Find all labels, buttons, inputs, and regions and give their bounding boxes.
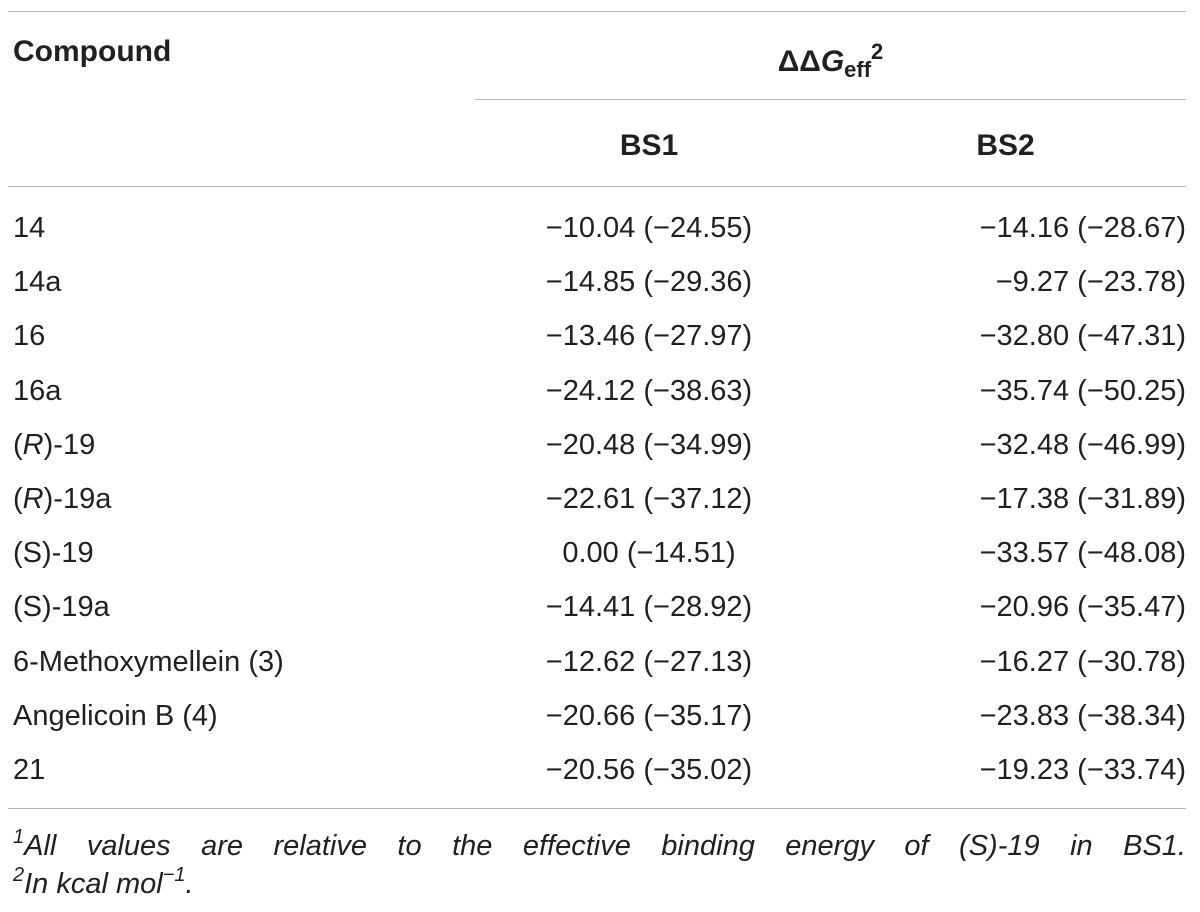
footnote-2 [13, 866, 1186, 902]
bs2-value: −16.27 (−30.78) [979, 645, 1186, 678]
compound-name: 21 [13, 753, 46, 786]
header-ddg-subscript: eff [844, 57, 872, 82]
table-row [0, 201, 1200, 255]
compound-name: 16 [13, 320, 46, 353]
bs1-value: −14.85 (−29.36) [545, 266, 753, 299]
bs1-value: −20.56 (−35.02) [545, 753, 753, 786]
bs2-value: −20.96 (−35.47) [979, 591, 1186, 624]
header-bs2: BS2 [976, 129, 1035, 162]
compound-name: (S)-19 [13, 537, 94, 570]
table-body [0, 201, 1200, 797]
header-ddg-symbol: G [820, 45, 845, 78]
header-ddg-superscript: 2 [871, 39, 884, 64]
compound-name: (S)-19a [13, 591, 110, 624]
table-row [0, 743, 1200, 797]
bs1-value: −14.41 (−28.92) [545, 591, 753, 624]
table-row [0, 472, 1200, 526]
bs1-value: −13.46 (−27.97) [545, 320, 753, 353]
header-bs1: BS1 [619, 129, 679, 162]
footnote-2-exponent: −1 [162, 864, 186, 886]
table-row [0, 580, 1200, 634]
bs2-value: −35.74 (−50.25) [979, 374, 1186, 407]
table-row [0, 689, 1200, 743]
footnote-1-marker: 1 [13, 826, 25, 848]
table-bottom-rule [8, 808, 1186, 809]
bs1-value: −22.61 (−37.12) [545, 482, 753, 515]
compound-name: 6-Methoxymellein (3) [13, 645, 284, 678]
table-row [0, 418, 1200, 472]
footnote-2-period: . [185, 868, 194, 900]
bs2-value: −32.48 (−46.99) [979, 428, 1186, 461]
footnote-1 [13, 828, 1186, 864]
bs2-value: −32.80 (−47.31) [979, 320, 1186, 353]
compound-name: Angelicoin B (4) [13, 699, 218, 732]
table-row [0, 364, 1200, 418]
header-ddg-eff [475, 34, 1186, 88]
bs2-value: −9.27 (−23.78) [995, 266, 1186, 299]
bs2-value: −17.38 (−31.89) [979, 482, 1186, 515]
bs2-value: −33.57 (−48.08) [979, 537, 1186, 570]
footnote-2-text: In kcal mol [24, 868, 163, 900]
header-ddg-prefix: ΔΔ [777, 45, 821, 78]
table-row [0, 635, 1200, 689]
bs1-value: −24.12 (−38.63) [545, 374, 753, 407]
bs1-value: −12.62 (−27.13) [545, 645, 753, 678]
bs1-value: 0.00 (−14.51) [562, 537, 736, 570]
header-bottom-rule [8, 186, 1186, 187]
bs2-value: −23.83 (−38.34) [979, 699, 1186, 732]
bs1-value: −10.04 (−24.55) [545, 212, 753, 244]
compound-name: 14 [13, 212, 46, 244]
bs2-value: −14.16 (−28.67) [979, 212, 1186, 244]
bs1-value: −20.66 (−35.17) [545, 699, 753, 732]
compound-name: (R)-19a [13, 482, 112, 515]
header-spanner-rule [475, 99, 1186, 100]
table-row [0, 526, 1200, 580]
header-compound: Compound [13, 35, 172, 68]
table-row [0, 255, 1200, 309]
compound-name: (R)-19 [13, 428, 96, 461]
bs1-value: −20.48 (−34.99) [545, 428, 753, 461]
table-top-rule [8, 11, 1186, 12]
footnote-2-marker: 2 [13, 864, 25, 886]
compound-name: 14a [13, 266, 62, 299]
bs2-value: −19.23 (−33.74) [979, 753, 1186, 786]
compound-name: 16a [13, 374, 62, 407]
table-row [0, 309, 1200, 363]
footnote-1-text: All values are relative to the effective binding energy of (S)-19 in BS1. [24, 830, 1186, 862]
